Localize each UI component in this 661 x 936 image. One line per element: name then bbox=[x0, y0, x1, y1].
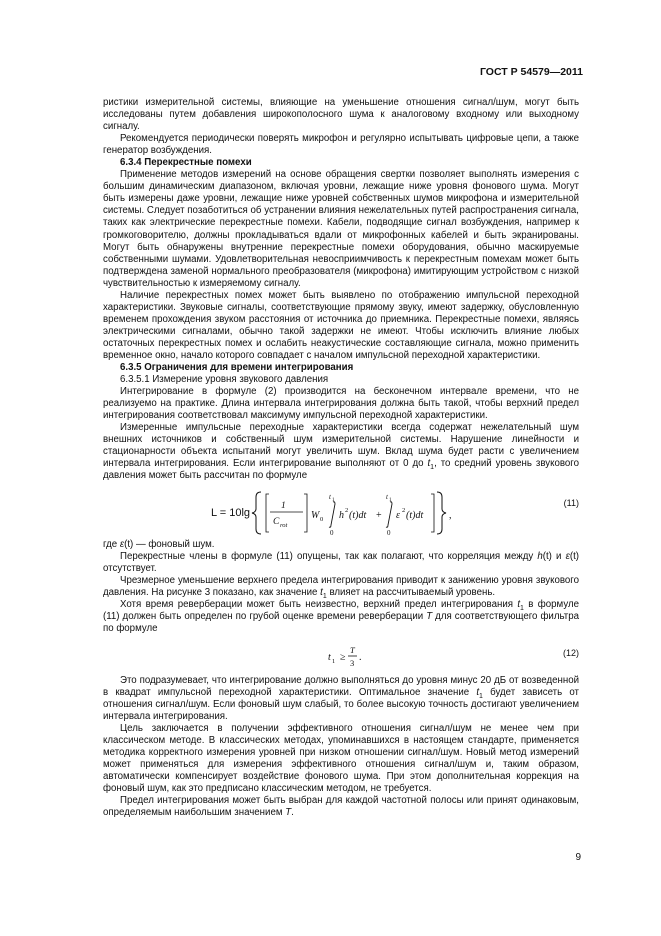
formula-11 bbox=[103, 487, 579, 537]
text-run: (t) отсутствует. bbox=[103, 550, 579, 574]
integral-upper-sub: 1 bbox=[332, 497, 335, 503]
integral-upper-limit: t bbox=[329, 492, 331, 501]
integral-sign bbox=[386, 501, 392, 527]
text-run: будет зависеть от отношения сигнал/шум. Если фоновый шум слабый, то более высокую точность достигают увеличением интервала интегрирования. bbox=[103, 686, 579, 723]
fraction-numerator: T bbox=[350, 644, 355, 655]
formula-number-12: (12) bbox=[562, 647, 579, 658]
t1-sub: 1 bbox=[332, 657, 336, 665]
integral-upper-sub: 1 bbox=[389, 497, 392, 503]
right-brace bbox=[437, 492, 446, 534]
plus-sign: + bbox=[376, 509, 382, 521]
text-run: для соответствующего фильтра по формуле bbox=[103, 610, 579, 634]
c-rot: C bbox=[273, 516, 280, 527]
text-run: Чрезмерное уменьшение верхнего предела интегрирования приводит к занижению уровня звукового давления. На рисунке 3 показано, как значение bbox=[103, 574, 579, 598]
symbol-T: T bbox=[285, 807, 292, 819]
paragraph bbox=[103, 551, 579, 575]
left-bracket bbox=[266, 494, 269, 532]
h-sup: 2 bbox=[345, 506, 349, 514]
fraction-numerator: 1 bbox=[281, 500, 286, 511]
paragraph bbox=[103, 422, 579, 482]
paragraph: ристики измерительной системы, влияющие на уменьшение отношения сигнал/шум, могут быть исследованы путем добавления широкополосного шума к аналоговому входному или выходному сигналу. bbox=[103, 97, 579, 133]
text-run: влияет на рассчитываемый уровень. bbox=[326, 586, 496, 598]
formula-12 bbox=[103, 641, 579, 671]
formula-dot: . bbox=[359, 651, 362, 663]
text-run: , то средний уровень звукового давления может быть рассчитан по формуле bbox=[103, 458, 579, 482]
right-bracket bbox=[304, 494, 307, 532]
formula-lhs: L = 10lg bbox=[211, 506, 251, 519]
symbol-sub: 1 bbox=[322, 592, 327, 600]
text-run: в формуле (11) должен быть определен по грубой оценке времени реверберации bbox=[103, 598, 579, 622]
paragraph bbox=[103, 575, 579, 599]
symbol-t: t bbox=[517, 598, 521, 610]
symbol-sub: 1 bbox=[479, 692, 483, 700]
ge-sign: ≥ bbox=[340, 651, 346, 663]
integral-lower-limit: 0 bbox=[387, 528, 391, 537]
page-content bbox=[103, 97, 579, 819]
symbol-t: t bbox=[427, 458, 431, 470]
c-rot-sub: rot bbox=[280, 521, 288, 529]
inner-right-bracket bbox=[431, 494, 434, 532]
section-heading-6-3-4: 6.3.4 Перекрестные помехи bbox=[120, 157, 252, 169]
eps-t-dt: (t)dt bbox=[406, 509, 424, 521]
text-run: . bbox=[291, 807, 294, 819]
eps-sup: 2 bbox=[402, 506, 406, 514]
symbol-eps: ε bbox=[565, 550, 570, 562]
text-run: Измеренные импульсные переходные характеристики всегда содержат нежелательный шум внешних источников и собственный шум измерительной системы. Нарушение линейности и стационарности объекта испытаний могут увеличить шум. Вклад шума будет расти с увеличением интервала интегрирования. Если интегрирование выполняют от 0 до bbox=[103, 422, 579, 470]
formula-11-graphic bbox=[103, 487, 579, 537]
integral-sign bbox=[329, 501, 335, 527]
symbol-eps: ε bbox=[119, 538, 125, 550]
h-term: h bbox=[339, 509, 344, 521]
symbol-T: T bbox=[426, 610, 433, 622]
h-t-dt: (t)dt bbox=[349, 509, 367, 521]
text-run: (t) — фоновый шум. bbox=[124, 538, 215, 550]
standard-header: ГОСТ Р 54579—2011 bbox=[479, 66, 583, 78]
symbol-h: h bbox=[537, 550, 543, 562]
paragraph: Наличие перекрестных помех может быть выявлено по отображению импульсной переходной характеристики. Звуковые сигналы, соответствующие прямому звуку, имеют задержку, обусловленную временем прохождения звуком расстояния от источника до приемника. Перекрестные помехи, являясь электрическими сигналами, обычно такой задержки не имеют. Чтобы исключить влияние любых остаточных перекрестных помех и ослабить неакустические составляющие сигнала, можно применить временное окно, начало которого совпадает с началом импульсной переходной характеристики. bbox=[103, 289, 579, 361]
symbol-t: t bbox=[320, 586, 323, 598]
paragraph: Рекомендуется периодически поверять микрофон и регулярно испытывать цифровые цепи, а также генератор возбуждения. bbox=[103, 133, 579, 157]
left-brace bbox=[252, 492, 261, 534]
symbol-sub: 1 bbox=[520, 604, 524, 612]
text-run: (t) и bbox=[542, 550, 566, 562]
t1-symbol: t bbox=[328, 651, 331, 663]
formula-number-11: (11) bbox=[563, 497, 579, 508]
symbol-t: t bbox=[476, 686, 480, 698]
text-run: Перекрестные члены в формуле (11) опущены, так как полагают, что корреляция между bbox=[120, 550, 538, 562]
paragraph bbox=[103, 795, 579, 819]
w0-sub: 0 bbox=[320, 515, 324, 523]
formula-12-graphic bbox=[103, 641, 579, 671]
section-heading-6-3-5: 6.3.5 Ограничения для времени интегрирования bbox=[120, 362, 354, 374]
text-run: где bbox=[103, 538, 120, 550]
w0: W bbox=[311, 509, 320, 521]
integral-lower-limit: 0 bbox=[330, 528, 334, 537]
paragraph: Интегрирование в формуле (2) производится на бесконечном интервале времени, что не реализуемо на практике. Длина интервала интегрирования должна быть такой, чтобы верхний предел интегрирования соответствовал максимуму импульсной переходной характеристики. bbox=[103, 386, 579, 422]
paragraph bbox=[103, 599, 579, 635]
eps-term: ε bbox=[396, 509, 400, 521]
integral-upper-limit: t bbox=[386, 492, 388, 501]
text-run: Хотя время реверберации может быть неизвестно, верхний предел интегрирования bbox=[120, 598, 518, 610]
paragraph: Цель заключается в получении эффективного отношения сигнал/шум не менее чем при классическом методе. В классических методах, упоминавшихся в настоящем стандарте, применяется методика корректного измерения уровней при низком отношении сигнал/шум. Новый метод измерений может применяться для измерения эффективного отношения сигнал/шум и, таким образом, автоматически компенсирует воздействие фонового шума. При этом дополнительная коррекция на фоновый шум, как это предписано классическим методом, не требуется. bbox=[103, 723, 579, 795]
paragraph bbox=[103, 675, 579, 723]
subsection-heading-6-3-5-1: 6.3.5.1 Измерение уровня звукового давления bbox=[120, 374, 329, 386]
text-run: Это подразумевает, что интегрирование должно выполняться до уровня минус 20 дБ от возведенной в квадрат импульсной переходной характеристики. Оптимальное значение bbox=[103, 674, 579, 698]
fraction-denominator: 3 bbox=[350, 657, 355, 668]
paragraph: Применение методов измерений на основе обращения свертки позволяет выполнять измерения с большим динамическим диапазоном, включая уровни, лежащие ниже уровня фонового шума. Могут быть измерены даже уровни, лежащие ниже уровней собственных шумов микрофона и измерительной системы. Следует позаботиться об устранении влияния нежелательных путей распространения сигнала, таких как электрические перекрестные помехи. Кабели, подводящие сигнал возбуждения, например к громкоговорителю, должны прокладываться вдали от микрофонных кабелей и быть экранированы. Могут быть обнаружены внутренние перекрестные помехи оборудования, обычно маскируемые собственными шумами. Удовлетворительная невосприимчивость к перекрестным помехам может быть подтверждена заменой нормального преобразователя (микрофона) имитирующим устройством с низкой чувствительностью к измеряемому сигналу. bbox=[103, 169, 579, 289]
formula-comma: , bbox=[449, 509, 452, 521]
text-run: Предел интегрирования может быть выбран для каждой частотной полосы или принят одинаковым, определяемым наибольшим значением bbox=[103, 795, 579, 819]
paragraph bbox=[103, 539, 579, 551]
page-number: 9 bbox=[575, 852, 581, 863]
symbol-sub: 1 bbox=[430, 464, 435, 472]
